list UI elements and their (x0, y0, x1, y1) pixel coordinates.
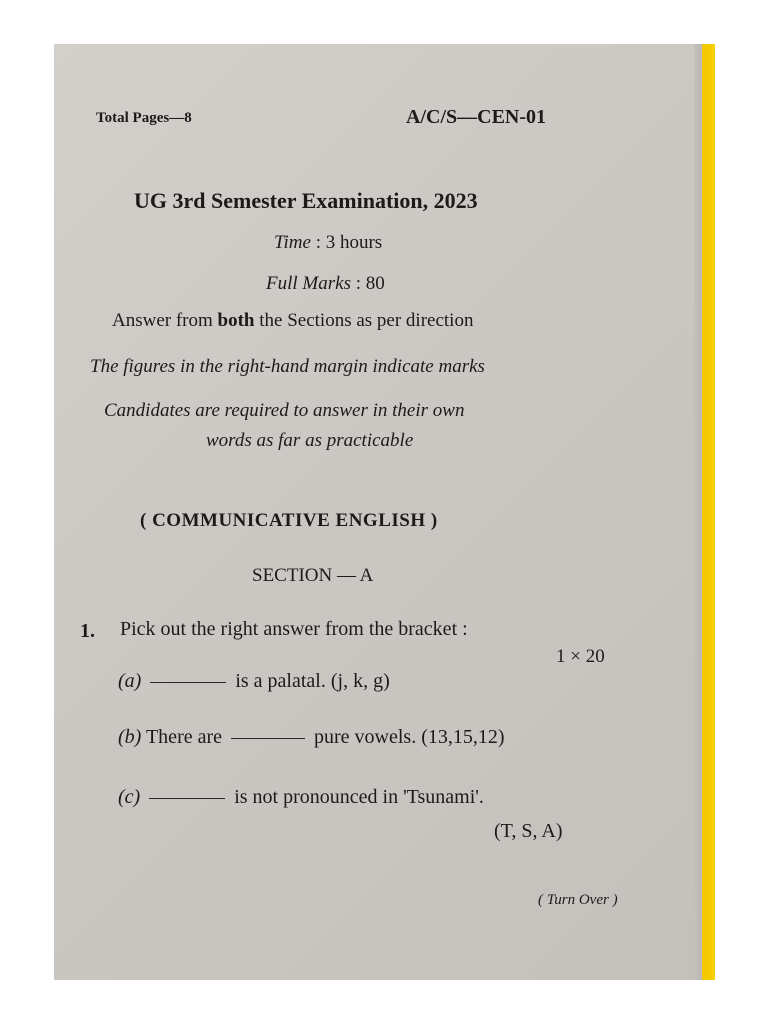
instruction-words-1: Candidates are required to answer in their own (104, 400, 465, 421)
item-a-text: is a palatal. (j, k, g) (235, 670, 390, 692)
total-pages: Total Pages—8 (96, 110, 192, 126)
marks-line (266, 273, 385, 295)
instruction-sections (112, 310, 473, 332)
marks-label: Full Marks (266, 273, 351, 294)
instruction-words-2: words as far as practicable (206, 430, 414, 451)
time-value: : 3 hours (315, 232, 383, 253)
question-marks: 1 × 20 (556, 646, 605, 667)
subject-title: ( COMMUNICATIVE ENGLISH ) (140, 510, 438, 531)
question-item-a (118, 670, 390, 693)
question-number: 1. (80, 620, 95, 642)
item-a-blank (150, 681, 226, 683)
question-item-b (118, 726, 505, 749)
instruction-marks: The figures in the right-hand margin indicate marks (90, 356, 485, 377)
question-item-c (118, 786, 484, 809)
item-c-text: is not pronounced in 'Tsunami'. (234, 786, 484, 808)
paper-code: A/C/S—CEN-01 (406, 106, 547, 128)
instruction-pre: Answer from (112, 310, 213, 331)
instruction-post: the Sections as per direction (259, 310, 474, 331)
item-c-blank (149, 797, 225, 799)
item-b-label: (b) (118, 726, 142, 748)
item-c-options: (T, S, A) (494, 820, 563, 842)
yellow-background-strip (702, 44, 715, 980)
time-label: Time (274, 232, 311, 253)
item-b-text: pure vowels. (13,15,12) (314, 726, 505, 748)
time-line (274, 232, 382, 254)
item-c-label: (c) (118, 786, 141, 808)
instruction-bold: both (217, 310, 255, 331)
question-text: Pick out the right answer from the bracket : (120, 618, 468, 640)
marks-value: : 80 (355, 273, 385, 294)
item-a-label: (a) (118, 670, 142, 692)
turn-over: ( Turn Over ) (538, 892, 618, 908)
photo-frame (54, 44, 715, 980)
item-b-blank (231, 737, 305, 739)
exam-paper (54, 44, 694, 980)
exam-title: UG 3rd Semester Examination, 2023 (134, 188, 478, 213)
item-b-pre: There are (145, 726, 223, 748)
section-heading: SECTION — A (252, 565, 374, 586)
